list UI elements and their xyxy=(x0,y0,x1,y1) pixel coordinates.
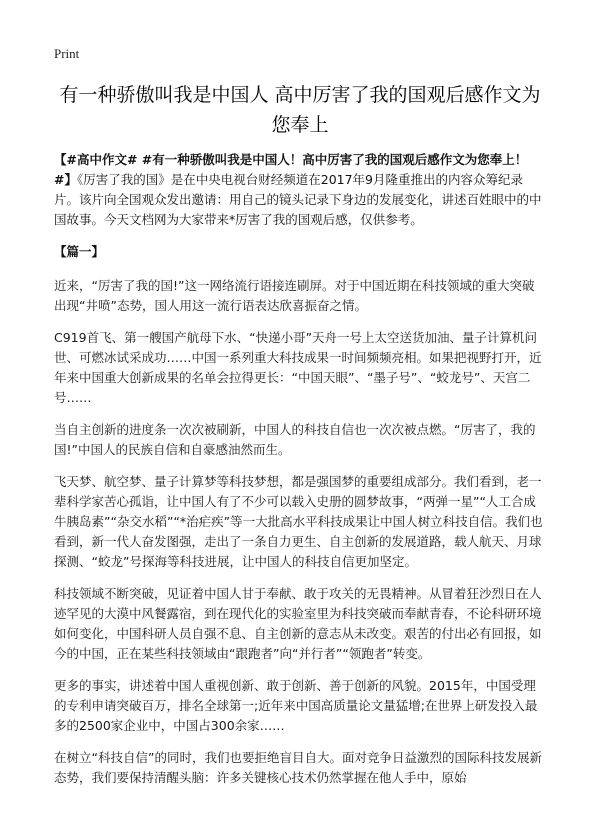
print-link[interactable]: Print xyxy=(54,46,80,61)
paragraph: 飞天梦、航空梦、量子计算梦等科技梦想，都是强国梦的重要组成部分。我们看到，老一辈科学家苦心孤诣，让中国人有了不少可以载入史册的圆梦故事，“两弹一星”“人工合成牛胰岛素”“杂交水稻”“*治疟疾”等一大批高水平科技成果让中国人树立科技自信。我们也看到，新一代人奋发图强，走出了一条自力更生、自主创新的发展道路，载人航天、月球探测、“蛟龙”号探海等科技进展，让中国人的科技自信更加坚定。 xyxy=(54,474,543,569)
paragraph: 科技领域不断突破，见证着中国人甘于奉献、敢于攻关的无畏精神。从冒着狂沙烈日在人迹罕见的大漠中风餐露宿，到在现代化的实验室里为科技突破而奉献青春，不论科研环境如何变化，中国科研人员自强不息、自主创新的意志从未改变。艰苦的付出必有回报，如今的中国，正在某些科技领域由“跟跑者”向“并行者”“领跑者”转变。 xyxy=(54,586,542,661)
intro-lead: 【#高中作文# #有一种骄傲叫我是中国人！高中厉害了我的国观后感作文为您奉上！ #】 xyxy=(54,152,528,187)
paragraph: 更多的事实，讲述着中国人重视创新、敢于创新、善于创新的风貌。2015年，中国受理的专利申请突破百万，排名全球第一;近年来中国高质量论文量猛增;在世界上研发投入最多的2500家企业中，中国占300余家…… xyxy=(54,678,538,733)
article-body xyxy=(54,150,544,788)
intro-text: 《厉害了我的国》是在中央电视台财经频道在2017年9月隆重推出的内容众筹纪录片。该片向全国观众发出邀请：用自己的镜头记录下身边的发展变化，讲述百姓眼中的中国故事。今天文档网为大家带来*厉害了我的国观后感，仅供参考。 xyxy=(54,172,542,227)
paragraph: 近来，“厉害了我的国!”这一网络流行语接连刷屏。对于中国近期在科技领域的重大突破出现“井喷”态势，国人用这一流行语表达欣喜振奋之情。 xyxy=(54,278,535,313)
article-title: 有一种骄傲叫我是中国人 高中厉害了我的国观后感作文为您奉上 xyxy=(59,84,541,136)
paragraph: C919首飞、第一艘国产航母下水、“快递小哥”天舟一号上太空送货加油、量子计算机问世、可燃冰试采成功……中国一系列重大科技成果一时间频频亮相。如果把视野打开，近年来中国重大创新成果的名单会拉得更长：“中国天眼”、“墨子号”、“蛟龙号”、天宫二号…… xyxy=(54,330,542,405)
paragraph: 当自主创新的进度条一次次被刷新，中国人的科技自信也一次次被点燃。“厉害了，我的国!”中国人的民族自信和自豪感油然而生。 xyxy=(54,422,536,457)
section-heading: 【篇一】 xyxy=(54,244,105,259)
paragraph: 在树立“科技自信”的同时，我们也要拒绝盲目自大。面对竞争日益激烈的国际科技发展新态势，我们要保持清醒头脑：许多关键核心技术仍然掌握在他人手中，原始 xyxy=(54,750,542,785)
article-intro xyxy=(54,150,544,230)
